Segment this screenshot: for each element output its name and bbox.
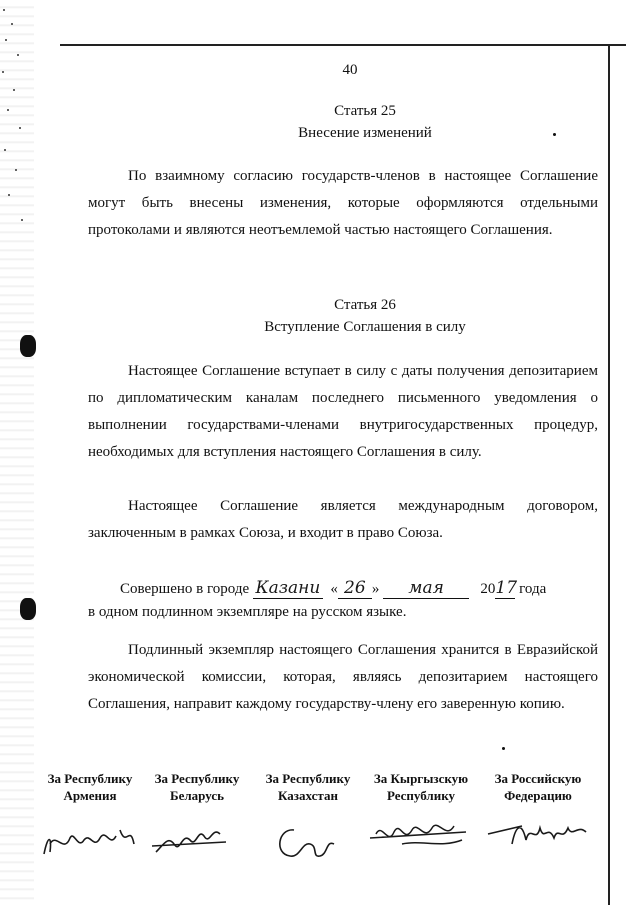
city-field bbox=[253, 578, 323, 599]
signatory-line2: Беларусь bbox=[170, 788, 224, 803]
month-handwritten: мая bbox=[408, 578, 444, 598]
article-25-heading bbox=[60, 100, 640, 144]
signatory-line1: За Республику bbox=[47, 771, 133, 786]
signatory-line1: За Российскую bbox=[494, 771, 582, 786]
signatory-armenia bbox=[36, 770, 144, 864]
article-26-paragraph-2: Настоящее Соглашение является международным договором, заключенным в рамках Союза, и входит в право Союза. bbox=[88, 498, 598, 541]
signature-russia bbox=[482, 814, 594, 854]
signatory-line2: Армения bbox=[63, 788, 117, 803]
day-field bbox=[338, 578, 372, 599]
article-26-paragraph-1: Настоящее Соглашение вступает в силу с даты получения депозитарием по дипломатическим каналам последнего письменного уведомления о выполнении государствами-членами внутригосударственных процедур, необходимых для вступления настоящего Соглашения в силу. bbox=[88, 363, 598, 460]
original-copy-text: Подлинный экземпляр настоящего Соглашения хранится в Евразийской экономической комиссии, которая, являясь депозитарием настоящего Соглашения, направит каждому государству-члену его заверенную копию. bbox=[88, 642, 598, 712]
signature-kyrgyzstan bbox=[362, 814, 480, 854]
punch-hole bbox=[20, 335, 36, 357]
signature-armenia bbox=[36, 814, 144, 864]
page-number: 40 bbox=[342, 62, 358, 78]
article-26-title: Статья 26 bbox=[334, 297, 396, 313]
scan-speck bbox=[502, 747, 505, 750]
year-field bbox=[495, 578, 518, 599]
year-word: года bbox=[519, 581, 547, 597]
day-open-quote: « bbox=[330, 581, 338, 597]
article-25-title: Статья 25 bbox=[334, 103, 396, 119]
city-handwritten: Казани bbox=[255, 578, 321, 598]
article-26-subtitle: Вступление Соглашения в силу bbox=[264, 319, 466, 335]
signatory-line2: Республику bbox=[386, 788, 456, 803]
signature-belarus bbox=[146, 814, 248, 864]
signatory-kyrgyzstan bbox=[362, 770, 480, 854]
punch-hole bbox=[20, 598, 36, 620]
day-handwritten: 26 bbox=[344, 578, 366, 598]
year-prefix: 20 bbox=[480, 581, 496, 597]
page-border-top bbox=[60, 44, 626, 46]
month-field bbox=[383, 578, 469, 599]
signatory-kazakhstan bbox=[254, 770, 362, 874]
signatory-russia bbox=[482, 770, 594, 854]
signatory-line2: Федерацию bbox=[504, 788, 572, 803]
article-26-heading bbox=[60, 294, 640, 338]
year-handwritten: 17 bbox=[495, 578, 518, 598]
signatory-belarus bbox=[146, 770, 248, 864]
done-line-2: в одном подлинном экземпляре на русском языке. bbox=[88, 604, 407, 620]
signatory-line1: За Республику bbox=[154, 771, 240, 786]
signatory-line1: За Кыргызскую bbox=[373, 771, 469, 786]
signing-place-date bbox=[120, 578, 546, 599]
done-prefix: Совершено в городе bbox=[120, 581, 250, 597]
article-25-subtitle: Внесение изменений bbox=[298, 125, 432, 141]
day-close-quote: » bbox=[371, 581, 380, 597]
article-25-text: По взаимному согласию государств-членов в настоящее Соглашение могут быть внесены изменения, которые оформляются отдельными протоколами и являются неотъемлемой частью настоящего Соглашения. bbox=[88, 168, 598, 238]
scan-noise bbox=[0, 0, 30, 260]
page-border-right bbox=[608, 44, 610, 905]
signatory-line1: За Республику bbox=[265, 771, 351, 786]
signatory-line2: Казахстан bbox=[278, 788, 338, 803]
signature-kazakhstan bbox=[254, 814, 362, 874]
